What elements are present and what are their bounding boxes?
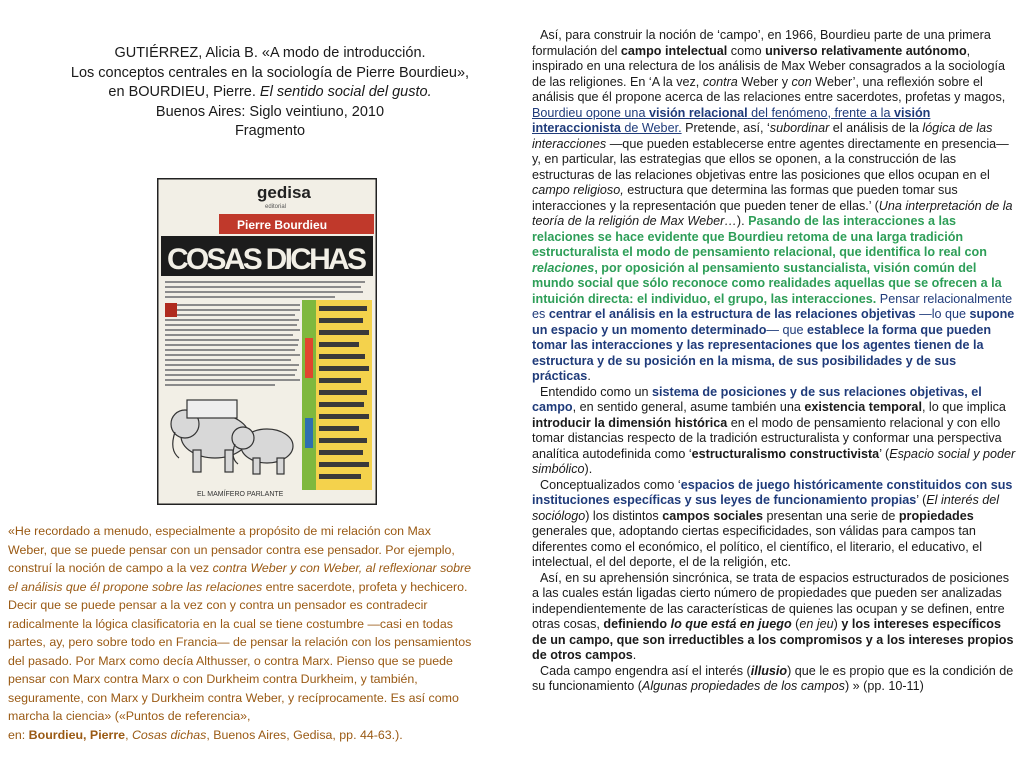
citation-line: GUTIÉRREZ, Alicia B. «A modo de introducción. (114, 45, 426, 61)
text: estructura que determina las formas que pueden tomar sus interacciones y la representación que pueden tener de ellas.’ ( (532, 183, 958, 213)
italic-text: con (791, 74, 812, 89)
italic-text: subordinar (769, 121, 830, 135)
text: Entendido como un (540, 384, 653, 399)
green-bold-text: , por oposición al pensamiento sustancialista, visión común del mundo social que sólo reconoce como realidades aquellas que se ofrecen a la intuición directa: el individuo, el grupo, las interacciones. (532, 260, 1002, 306)
bold-text: universo relativamente autónomo (765, 43, 967, 58)
bold-italic-text: illusio (750, 663, 788, 678)
quote-bold: Bourdieu, Pierre (28, 727, 126, 742)
italic-text: contra (702, 74, 738, 89)
navy-bold-text: establece la forma que pueden tomar las interacciones y las representaciones que los agentes tienen de la estructura y de su posición en la misma, de sus posibilidades y de sus prácticas (532, 322, 992, 383)
quote-line: partes, ay, pero sobre todo en Francia— de pensar la relación con los pensamientos (8, 635, 472, 649)
text: en el modo de pensamiento relacional y con ello tomar distancias respecto de la tradición estructuralista y conformar una perspectiva analítica autodefinida como ‘ (532, 415, 1002, 461)
italic-text: en jeu (799, 617, 834, 631)
paragraph-illusio (532, 664, 1018, 695)
text: Weber y (737, 74, 792, 89)
quote-line: Weber, que se puede pensar con un pensador contra ese pensador. Por ejemplo, (8, 542, 455, 557)
quote-line: seguramente, con Marx y Durkheim contra Weber, y recíprocamente. Es así como (8, 690, 459, 705)
italic-text: El interés del sociólogo (532, 493, 1000, 523)
bold-text: definiendo (603, 617, 671, 631)
navy-bold-text: sistema de posiciones y de sus relaciones objetivas, el campo (532, 384, 982, 414)
text: ) los distintos (585, 508, 663, 523)
bold-text: campo intelectual (620, 43, 728, 58)
text: . (587, 369, 591, 383)
citation-line: Fragmento (234, 123, 306, 139)
citation-line: Buenos Aires: Siglo veintiuno, 2010 (155, 103, 385, 120)
citation-header (40, 44, 500, 142)
navy-text: —lo que (915, 307, 970, 321)
text: ) que le es propio que es la condición de su funcionamiento ( (532, 663, 1014, 693)
citation-line: Los conceptos centrales en la sociología de Pierre Bourdieu», (70, 64, 470, 81)
quote-italic: contra Weber y con Weber, al reflexionar sobre (212, 561, 472, 575)
quote-line: del pasado. Por Marx como decía Althusser, o contra Marx. Pienso que se puede (8, 653, 453, 668)
text: generales que, adoptando ciertas especificidades, son válidas para campos tan diferentes como el económico, el político, el científico, el literario, el educativo, el intelectual, el del deporte, el de la religión, etc. (532, 524, 983, 569)
citation-line (40, 83, 500, 103)
quote-line (8, 578, 498, 597)
text: , lo que implica (921, 400, 1006, 414)
bold-italic-text: lo que está en juego (670, 617, 792, 631)
navy-bold-text: centrar el análisis en la estructura de las relaciones objetivas (548, 307, 916, 321)
text: Cada campo engendra así el interés ( (540, 663, 751, 678)
paragraph-espacios (532, 478, 1018, 571)
italic-text: Una interpretación de la teoría de la religión de Max Weber… (532, 198, 1013, 228)
bold-text: existencia temporal (804, 400, 922, 414)
quote-text: , Buenos Aires, Gedisa, pp. 44-63.). (206, 727, 403, 742)
bold-text: estructuralismo constructivista (691, 446, 880, 461)
bold-text: campos sociales (662, 508, 764, 523)
green-italic-text: relaciones (532, 260, 595, 275)
paragraph-sistema (532, 385, 1018, 478)
text: Así, en su aprehensión sincrónica, se trata de espacios estructurados de posiciones a las cuales están ligadas cierto número de propiedades que pueden ser analizadas independientemente de las características de quienes las ocupan y se definen, entre otras cosas, (532, 570, 1010, 631)
navy-text: Pensar relacionalmente es (532, 291, 1013, 321)
quote-line (8, 559, 498, 578)
text: ’ ( (916, 493, 927, 507)
text: Así, para construir la noción de ‘campo’, en 1966, Bourdieu parte de una primera formulación del (532, 28, 991, 58)
text: ) » (pp. 10-11) (844, 679, 924, 693)
text: —que pueden establecerse entre agentes directamente en presencia— y, en particular, las estrategias que ellos se oponen, a la construcción de las estructuras de las relaciones objetivas entre las posiciones que ellos ocupan en el (532, 136, 1009, 182)
navy-bold-text: supone un espacio y un momento determinado (532, 307, 1015, 337)
italic-text: Algunas propiedades de los campos (641, 679, 845, 693)
quote-line: marcha la ciencia» («Puntos de referencia», (8, 709, 251, 723)
quote-italic: el análisis que él propone sobre las relaciones (8, 579, 263, 594)
book-cover-image (157, 178, 377, 505)
text: . (632, 648, 637, 662)
text: ) (833, 617, 842, 631)
navy-text: — que (766, 322, 808, 337)
text: ’ ( (879, 446, 890, 461)
link-bold-text[interactable]: visión relacional (648, 105, 748, 120)
paragraph-sincronica (532, 571, 1018, 664)
link-text[interactable]: del fenómeno, frente a la (747, 105, 894, 120)
bourdieu-quote (8, 522, 498, 744)
link-text[interactable]: Bourdieu opone una (532, 105, 649, 120)
italic-text: campo religioso, (532, 183, 624, 197)
book-author: Pierre Bourdieu (237, 218, 328, 232)
text: ). (584, 462, 593, 476)
text: Weber’, una reflexión sobre el análisis que él propone acerca de las relaciones entre sacerdotes, profetas y magos, (532, 74, 1006, 104)
right-column-text (532, 28, 1018, 695)
text: , en sentido general, asume también una (572, 400, 805, 414)
text: ). (736, 214, 749, 228)
quote-text: , (125, 727, 132, 742)
text: ( (791, 617, 800, 631)
quote-text: entre sacerdote, profeta y hechicero. (262, 579, 468, 594)
link-bold-text[interactable]: visión interaccionista (532, 105, 931, 135)
quote-line: «He recordado a menudo, especialmente a propósito de mi relación con Max (8, 524, 431, 538)
navy-bold-text: espacios de juego históricamente constituidos con sus instituciones específicas y sus leyes de funcionamiento propias (532, 477, 1013, 507)
book-title: COSAS DICHAS (167, 243, 367, 276)
quote-line: radicalmente la lógica clasificatoria en la cual se tiene costumbre —casi en todas (8, 616, 453, 631)
quote-text: en: (8, 727, 29, 742)
quote-italic: Cosas dichas (131, 727, 207, 742)
italic-text: lógica de las interacciones (532, 121, 993, 151)
link-text[interactable]: de Weber. (620, 121, 682, 135)
text: presentan una serie de (763, 508, 899, 523)
bold-text: propiedades (898, 508, 974, 523)
book-title-italic: El sentido social del gusto. (259, 84, 432, 100)
quote-line (8, 726, 498, 745)
quote-text: construí la noción de campo a la vez (8, 561, 213, 575)
bold-text: y los intereses específicos de un campo, que son irreductibles a los compromisos y a los intereses propios de otros campos (532, 617, 1014, 662)
text: el análisis de la (829, 121, 923, 135)
text: como (727, 43, 766, 58)
paragraph-campo (532, 28, 1018, 385)
quote-line: pensar con Marx contra Marx o con Durkheim contra Durkheim, y también, (8, 672, 418, 686)
text: Conceptualizados como ‘ (540, 477, 681, 492)
citation-text: en BOURDIEU, Pierre. (108, 84, 260, 100)
book-publisher-sub: editorial (265, 204, 287, 210)
green-bold-text: Pasando de las interacciones a las relaciones se hace evidente que Bourdieu retoma de una larga tradición estructuralista el modo de pensamiento relacional, que identifica lo real con (532, 214, 987, 259)
italic-text: Espacio social y poder simbólico (532, 446, 1016, 476)
text: , inspirado en una relectura de los análisis de Max Weber consagrados a la sociología de las religiones. En ‘A la vez, (532, 43, 1006, 89)
text: Pretende, así, ‘ (681, 121, 770, 135)
book-publisher: gedisa (257, 183, 311, 202)
book-series: EL MAMÍFERO PARLANTE (197, 491, 284, 498)
bold-text: introducir la dimensión histórica (532, 415, 728, 430)
quote-line: Decir que se puede pensar a la vez con y contra un pensador es contradecir (8, 598, 428, 612)
